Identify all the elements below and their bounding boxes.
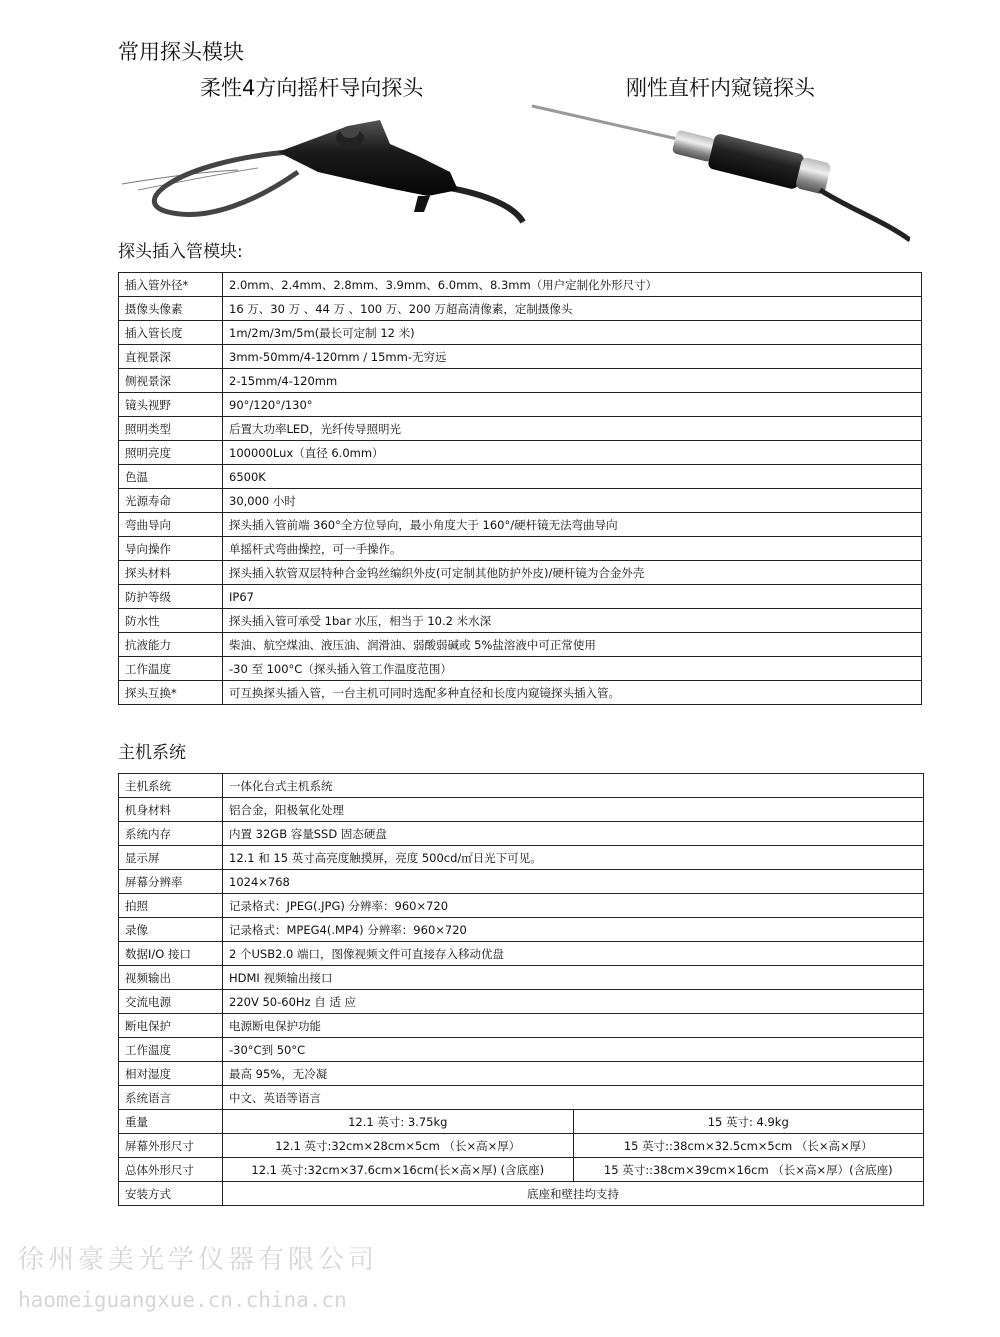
table-row xyxy=(119,1062,924,1086)
spec-key: 色温 xyxy=(119,465,223,489)
spec-key: 工作温度 xyxy=(119,657,223,681)
spec-value: 记录格式：JPEG(.JPG) 分辨率：960×720 xyxy=(223,894,924,918)
table-row xyxy=(119,894,924,918)
spec-key: 导向操作 xyxy=(119,537,223,561)
spec-key: 交流电源 xyxy=(119,990,223,1014)
table-row xyxy=(119,942,924,966)
table-row xyxy=(119,681,922,705)
spec-key: 镜头视野 xyxy=(119,393,223,417)
table-row xyxy=(119,585,922,609)
table-row xyxy=(119,1086,924,1110)
spec-key: 弯曲导向 xyxy=(119,513,223,537)
spec-value: 6500K xyxy=(223,465,922,489)
spec-key: 系统内存 xyxy=(119,822,223,846)
spec-value: -30 至 100°C（探头插入管工作温度范围） xyxy=(223,657,922,681)
table-row xyxy=(119,441,922,465)
table-row xyxy=(119,1110,924,1134)
spec-key: 拍照 xyxy=(119,894,223,918)
insert-spec-table xyxy=(118,272,922,705)
spec-value: 中文、英语等语言 xyxy=(223,1086,924,1110)
table-row xyxy=(119,609,922,633)
spec-value: 100000Lux（直径 6.0mm） xyxy=(223,441,922,465)
insert-section-title: 探头插入管模块: xyxy=(118,242,243,262)
spec-key: 探头互换* xyxy=(119,681,223,705)
spec-value: 16 万、30 万 、44 万 、100 万、200 万超高清像素，定制摄像头 xyxy=(223,297,922,321)
spec-value: 探头插入管可承受 1bar 水压，相当于 10.2 米水深 xyxy=(223,609,922,633)
rigid-probe-title: 刚性直杆内窥镜探头 xyxy=(626,76,815,100)
spec-value: IP67 xyxy=(223,585,922,609)
table-row xyxy=(119,345,922,369)
spec-key: 显示屏 xyxy=(119,846,223,870)
spec-key: 机身材料 xyxy=(119,798,223,822)
table-row xyxy=(119,1014,924,1038)
table-row xyxy=(119,321,922,345)
spec-key: 插入管外径* xyxy=(119,273,223,297)
spec-value: 记录格式：MPEG4(.MP4) 分辨率：960×720 xyxy=(223,918,924,942)
table-row xyxy=(119,297,922,321)
spec-value-12inch: 12.1 英寸: 3.75kg xyxy=(223,1110,574,1134)
table-row xyxy=(119,822,924,846)
spec-value: 12.1 和 15 英寸高亮度触摸屏，亮度 500cd/㎡日光下可见。 xyxy=(223,846,924,870)
table-row xyxy=(119,870,924,894)
spec-key: 工作温度 xyxy=(119,1038,223,1062)
watermark-url: haomeiguangxue.cn.china.cn xyxy=(18,1288,347,1312)
table-row xyxy=(119,1134,924,1158)
spec-key: 照明亮度 xyxy=(119,441,223,465)
spec-key: 主机系统 xyxy=(119,774,223,798)
spec-key: 屏幕分辨率 xyxy=(119,870,223,894)
table-row xyxy=(119,513,922,537)
spec-key: 断电保护 xyxy=(119,1014,223,1038)
spec-value: 1m/2m/3m/5m(最长可定制 12 米) xyxy=(223,321,922,345)
spec-key: 总体外形尺寸 xyxy=(119,1158,223,1182)
table-row xyxy=(119,990,924,1014)
host-spec-table xyxy=(118,773,924,1206)
table-row xyxy=(119,489,922,513)
table-row xyxy=(119,846,924,870)
spec-key: 探头材料 xyxy=(119,561,223,585)
spec-value: HDMI 视频输出接口 xyxy=(223,966,924,990)
spec-value: 90°/120°/130° xyxy=(223,393,922,417)
spec-value-15inch: 15 英寸::38cm×32.5cm×5cm （长×高×厚） xyxy=(573,1134,924,1158)
spec-value-12inch: 12.1 英寸:32cm×28cm×5cm （长×高×厚） xyxy=(223,1134,574,1158)
table-row xyxy=(119,393,922,417)
spec-value: -30°C到 50°C xyxy=(223,1038,924,1062)
table-row xyxy=(119,918,924,942)
spec-key: 侧视景深 xyxy=(119,369,223,393)
spec-value: 探头插入管前端 360°全方位导向，最小角度大于 160°/硬杆镜无法弯曲导向 xyxy=(223,513,922,537)
spec-value: 2-15mm/4-120mm xyxy=(223,369,922,393)
table-row xyxy=(119,657,922,681)
spec-value-15inch: 15 英寸: 4.9kg xyxy=(573,1110,924,1134)
spec-key: 直视景深 xyxy=(119,345,223,369)
table-row xyxy=(119,561,922,585)
spec-value: 后置大功率LED，光纤传导照明光 xyxy=(223,417,922,441)
flexible-probe-title: 柔性4方向摇杆导向探头 xyxy=(200,76,424,100)
spec-value: 3mm-50mm/4-120mm / 15mm-无穷远 xyxy=(223,345,922,369)
table-row xyxy=(119,774,924,798)
spec-value: 电源断电保护功能 xyxy=(223,1014,924,1038)
spec-key: 插入管长度 xyxy=(119,321,223,345)
watermark-company: 徐州豪美光学仪器有限公司 xyxy=(18,1245,379,1275)
spec-key: 录像 xyxy=(119,918,223,942)
table-row xyxy=(119,537,922,561)
spec-key: 重量 xyxy=(119,1110,223,1134)
table-row xyxy=(119,1182,924,1206)
rigid-probe-image xyxy=(522,100,910,245)
spec-value: 内置 32GB 容量SSD 固态硬盘 xyxy=(223,822,924,846)
spec-value: 最高 95%，无冷凝 xyxy=(223,1062,924,1086)
spec-key: 照明类型 xyxy=(119,417,223,441)
spec-key: 光源寿命 xyxy=(119,489,223,513)
table-row xyxy=(119,966,924,990)
spec-value: 可互换探头插入管，一台主机可同时选配多种直径和长度内窥镜探头插入管。 xyxy=(223,681,922,705)
host-section-title: 主机系统 xyxy=(118,743,186,763)
spec-value: 探头插入软管双层特种合金钨丝编织外皮(可定制其他防护外皮)/硬杆镜为合金外壳 xyxy=(223,561,922,585)
table-row xyxy=(119,369,922,393)
spec-value: 30,000 小时 xyxy=(223,489,922,513)
spec-value: 2 个USB2.0 端口，图像视频文件可直接存入移动优盘 xyxy=(223,942,924,966)
table-row xyxy=(119,1158,924,1182)
table-row xyxy=(119,1038,924,1062)
spec-key: 防水性 xyxy=(119,609,223,633)
spec-value: 220V 50-60Hz 自 适 应 xyxy=(223,990,924,1014)
spec-key: 抗液能力 xyxy=(119,633,223,657)
table-row xyxy=(119,633,922,657)
table-row xyxy=(119,273,922,297)
spec-value: 底座和壁挂均支持 xyxy=(223,1182,924,1206)
table-row xyxy=(119,417,922,441)
spec-value: 1024×768 xyxy=(223,870,924,894)
spec-value: 铝合金，阳极氧化处理 xyxy=(223,798,924,822)
flexible-probe-image xyxy=(118,112,528,234)
spec-value-12inch: 12.1 英寸:32cm×37.6cm×16cm(长×高×厚) (含底座) xyxy=(223,1158,574,1182)
page-heading: 常用探头模块 xyxy=(118,40,244,64)
spec-key: 摄像头像素 xyxy=(119,297,223,321)
spec-key: 视频输出 xyxy=(119,966,223,990)
spec-key: 相对湿度 xyxy=(119,1062,223,1086)
spec-key: 系统语言 xyxy=(119,1086,223,1110)
spec-value: 柴油、航空煤油、液压油、润滑油、弱酸弱碱或 5%盐溶液中可正常使用 xyxy=(223,633,922,657)
spec-value: 2.0mm、2.4mm、2.8mm、3.9mm、6.0mm、8.3mm（用户定制化外形尺寸） xyxy=(223,273,922,297)
table-row xyxy=(119,465,922,489)
spec-key: 数据I/O 接口 xyxy=(119,942,223,966)
spec-value: 单摇杆式弯曲操控，可一手操作。 xyxy=(223,537,922,561)
spec-value: 一体化台式主机系统 xyxy=(223,774,924,798)
spec-key: 屏幕外形尺寸 xyxy=(119,1134,223,1158)
spec-key: 安装方式 xyxy=(119,1182,223,1206)
spec-key: 防护等级 xyxy=(119,585,223,609)
spec-value-15inch: 15 英寸::38cm×39cm×16cm （长×高×厚）(含底座) xyxy=(573,1158,924,1182)
table-row xyxy=(119,798,924,822)
